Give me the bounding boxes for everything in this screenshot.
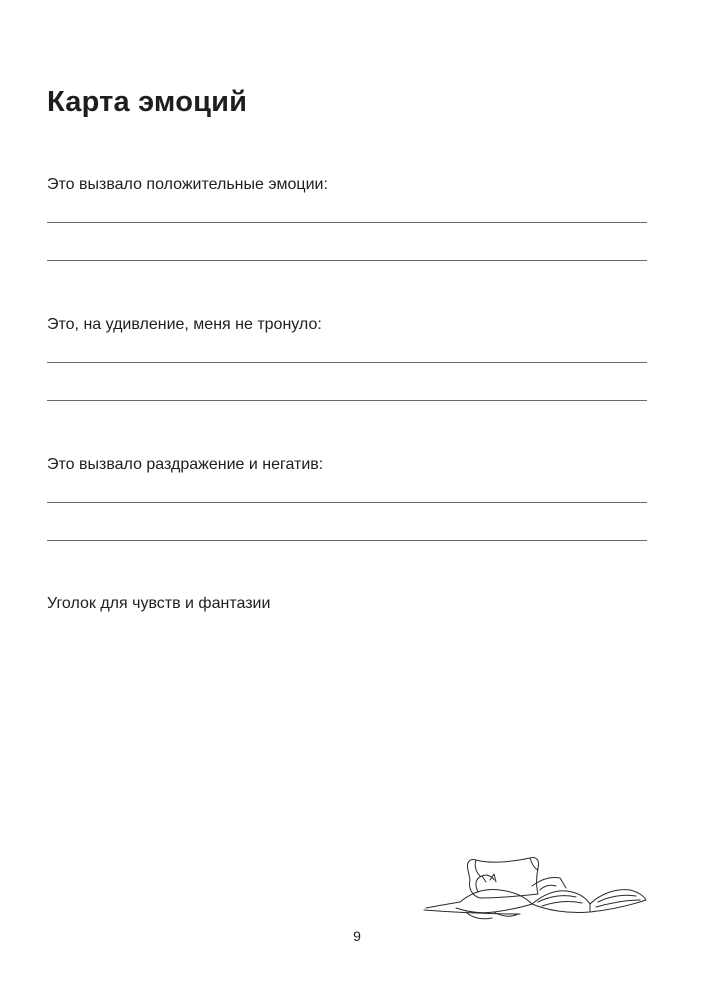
page-number: 9 xyxy=(353,928,361,944)
section-label-neutral: Это, на удивление, меня не тронуло: xyxy=(47,316,322,333)
writing-line-negative-2[interactable] xyxy=(47,540,647,541)
section-label-positive: Это вызвало положительные эмоции: xyxy=(47,176,328,193)
section-label-negative: Это вызвало раздражение и негатив: xyxy=(47,456,324,473)
writing-line-positive-1[interactable] xyxy=(47,222,647,223)
section-negative xyxy=(47,455,647,475)
section-positive xyxy=(47,175,647,195)
writing-line-negative-1[interactable] xyxy=(47,502,647,503)
section-neutral xyxy=(47,315,647,335)
fantasy-corner-label: Уголок для чувств и фантазии xyxy=(47,595,271,612)
writing-line-neutral-2[interactable] xyxy=(47,400,647,401)
page-title: Карта эмоций xyxy=(47,86,248,118)
writing-line-neutral-1[interactable] xyxy=(47,362,647,363)
writing-line-positive-2[interactable] xyxy=(47,260,647,261)
